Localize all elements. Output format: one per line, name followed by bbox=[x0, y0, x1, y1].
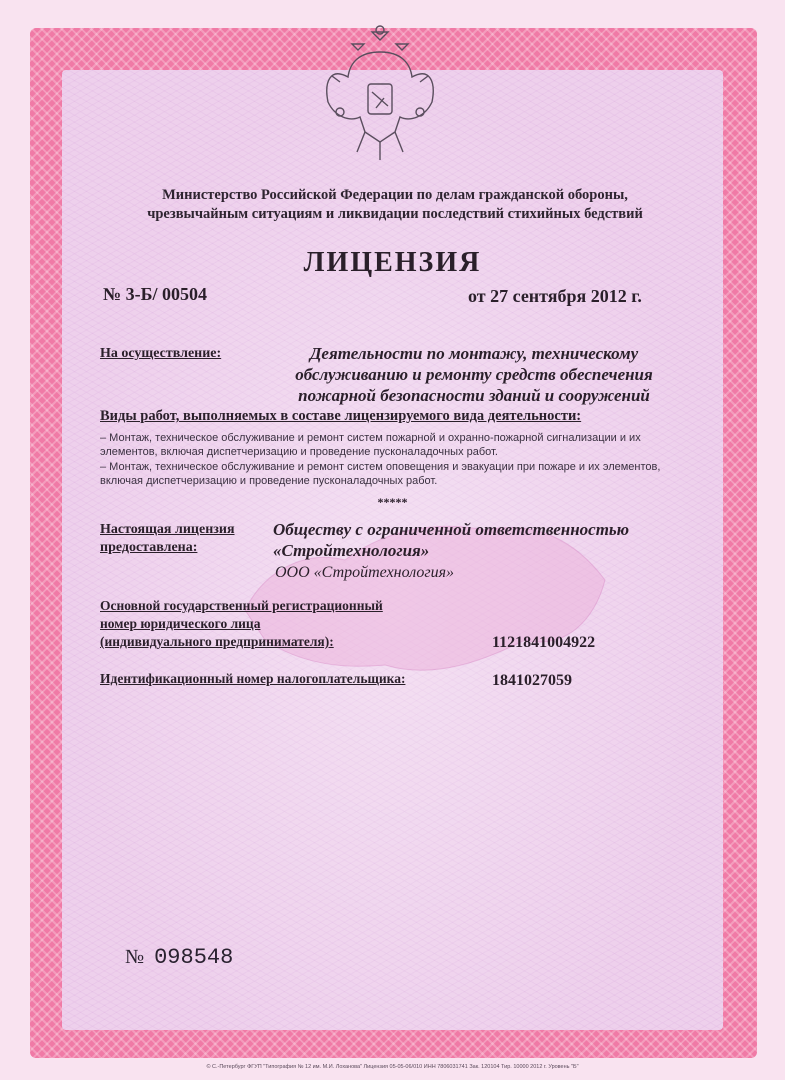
serial-number: 098548 bbox=[154, 945, 234, 970]
work-item-2: – Монтаж, техническое обслуживание и ремонт систем оповещения и эвакуации при пожаре и их элементов, включая диспетчеризацию и проведение пусконаладочных работ. bbox=[100, 461, 661, 487]
license-date: от 27 сентября 2012 г. bbox=[468, 286, 642, 306]
form-serial bbox=[125, 945, 233, 970]
printer-imprint: © С.-Петербург ФГУП "Типография № 12 им. М.И. Лоханова" Лицензия 05-05-06/010 ИНН 7806031741 Зак. 120104 Тир. 10000 2012 г. Уровень "Б" bbox=[206, 1064, 579, 1070]
coat-of-arms-icon bbox=[320, 22, 440, 172]
ogrn-label-line-1: Основной государственный регистрационный bbox=[100, 598, 383, 613]
ogrn-value: 1121841004922 bbox=[492, 634, 596, 651]
ogrn-label-line-3: (индивидуального предпринимателя): bbox=[100, 634, 334, 649]
purpose-text: Деятельности по монтажу, техническому обслуживанию и ремонту средств обеспечения пожарной безопасности зданий и сооружений bbox=[295, 344, 653, 405]
licensee-full-name: Обществу с ограниченной ответственностью «Стройтехнология» bbox=[273, 520, 630, 560]
granted-label-line-1: Настоящая лицензия bbox=[100, 522, 235, 537]
licensee-short-name: ООО «Стройтехнология» bbox=[275, 564, 455, 581]
ministry-header bbox=[100, 186, 690, 224]
license-number: № 3-Б/ 00504 bbox=[103, 284, 207, 304]
inn-value: 1841027059 bbox=[492, 672, 572, 689]
ministry-line-1: Министерство Российской Федерации по делам гражданской обороны, bbox=[162, 187, 628, 203]
document-title: ЛИЦЕНЗИЯ bbox=[303, 247, 482, 278]
works-label: Виды работ, выполняемых в составе лицензируемого вида деятельности: bbox=[100, 408, 582, 424]
separator-stars: ***** bbox=[377, 495, 408, 509]
purpose-label: На осуществление: bbox=[100, 346, 222, 361]
ogrn-label bbox=[100, 597, 383, 651]
serial-sign: № bbox=[125, 946, 145, 968]
granted-label bbox=[100, 521, 235, 557]
granted-label-line-2: предоставлена: bbox=[100, 540, 198, 555]
work-item-1: – Монтаж, техническое обслуживание и ремонт систем пожарной и охранно-пожарной сигнализации и их элементов, включая диспетчеризацию и проведение пусконаладочных работ. bbox=[100, 432, 641, 458]
ministry-line-2: чрезвычайным ситуациям и ликвидации последствий стихийных бедствий bbox=[147, 206, 643, 222]
ogrn-label-line-2: номер юридического лица bbox=[100, 616, 261, 631]
inn-label: Идентификационный номер налогоплательщика: bbox=[100, 671, 406, 686]
